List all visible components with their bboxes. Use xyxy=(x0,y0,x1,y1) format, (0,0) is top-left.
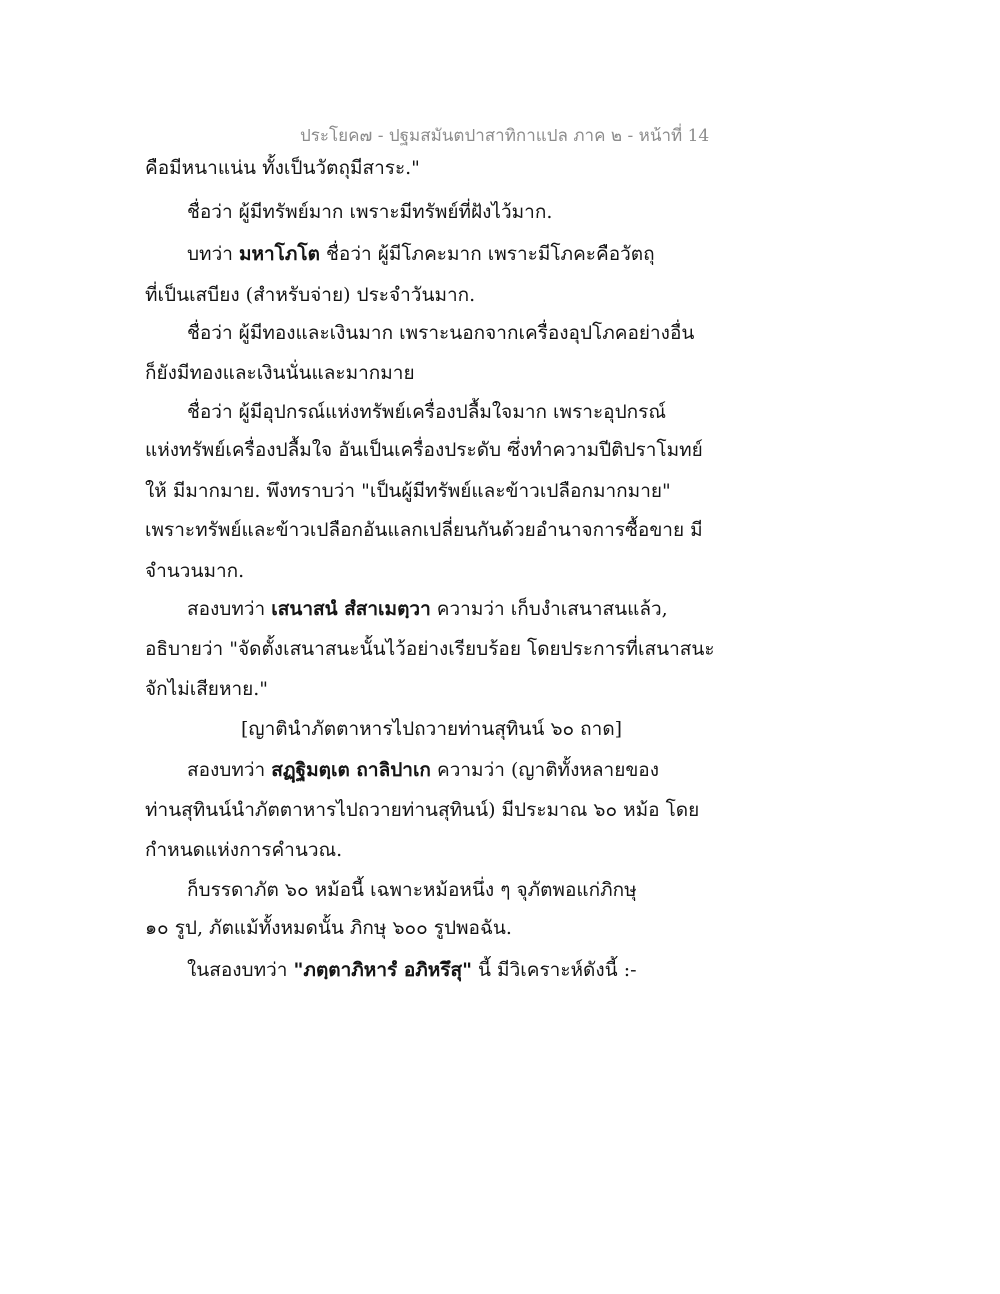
section-heading xyxy=(241,719,622,740)
line-text: จำนวนมาก. xyxy=(145,560,245,582)
line-text: สองบทว่า xyxy=(187,598,272,620)
line-text: ความว่า เก็บงำเสนาสนแล้ว, xyxy=(430,598,668,620)
line-text: ที่เป็นเสบียง (สำหรับจ่าย) ประจำวันมาก. xyxy=(145,284,476,306)
text-line-8 xyxy=(145,440,703,461)
text-line-19 xyxy=(187,880,637,901)
text-line-14 xyxy=(145,679,268,700)
text-line-11 xyxy=(145,561,244,582)
text-line-4 xyxy=(145,285,475,306)
text-line-10 xyxy=(145,520,703,541)
line-text: ชื่อว่า ผู้มีโภคะมาก เพราะมีโภคะคือวัตถุ xyxy=(319,243,655,265)
text-line-13 xyxy=(145,639,715,660)
line-text: ในสองบทว่า xyxy=(187,959,294,981)
pali-term: สฏฺฐิมตฺเต ถาลิปาเก xyxy=(271,759,431,781)
text-line-21 xyxy=(187,960,637,981)
line-text: ชื่อว่า ผู้มีทองและเงินมาก เพราะนอกจากเครื่องอุปโภคอย่างอื่น xyxy=(187,322,695,344)
text-line-12 xyxy=(187,599,668,620)
line-text: ท่านสุทินน์นำภัตตาหารไปถวายท่านสุทินน์) มีประมาณ ๖๐ หม้อ โดย xyxy=(145,799,700,821)
pali-term: มหาโภโต xyxy=(238,243,320,265)
text-line-6 xyxy=(145,363,415,384)
pali-term: "ภตฺตาภิหารํ อภิหรึสุ" xyxy=(293,959,472,981)
text-line-17 xyxy=(145,800,699,821)
line-text: ก็บรรดาภัต ๖๐ หม้อนี้ เฉพาะหม้อหนึ่ง ๆ จุภัตพอแก่ภิกษุ xyxy=(187,879,637,901)
line-text: อธิบายว่า "จัดตั้งเสนาสนะนั้นไว้อย่างเรียบร้อย โดยประการที่เสนาสนะ xyxy=(145,638,715,660)
line-text: จักไม่เสียหาย." xyxy=(145,678,269,700)
line-text: บทว่า xyxy=(187,243,239,265)
text-line-7 xyxy=(187,402,666,423)
text-line-2 xyxy=(187,202,552,223)
text-line-20 xyxy=(145,918,512,939)
line-text: กำหนดแห่งการคำนวณ. xyxy=(145,839,343,861)
line-text: [ญาตินำภัตตาหารไปถวายท่านสุทินน์ ๖๐ ถาด] xyxy=(241,718,623,740)
line-text: ชื่อว่า ผู้มีทรัพย์มาก เพราะมีทรัพย์ที่ฝังไว้มาก. xyxy=(187,201,553,223)
text-line-18 xyxy=(145,840,342,861)
pali-term: เสนาสนํ สํสาเมตฺวา xyxy=(271,598,431,620)
page-header: ประโยค๗ - ปฐมสมันตปาสาทิกาแปล ภาค ๒ - หน้าที่ 14 xyxy=(300,126,710,146)
line-text: ๑๐ รูป, ภัตแม้ทั้งหมดนั้น ภิกษุ ๖๐๐ รูปพอฉัน. xyxy=(145,917,512,939)
line-text: ชื่อว่า ผู้มีอุปกรณ์แห่งทรัพย์เครื่องปลื้มใจมาก เพราะอุปกรณ์ xyxy=(187,401,666,423)
line-text: ให้ มีมากมาย. พึงทราบว่า "เป็นผู้มีทรัพย์และข้าวเปลือกมากมาย" xyxy=(145,480,671,502)
line-text: สองบทว่า xyxy=(187,759,272,781)
line-text: ก็ยังมีทองและเงินนั่นและมากมาย xyxy=(145,362,415,384)
line-text: นี้ มีวิเคราะห์ดังนี้ :- xyxy=(471,959,637,981)
line-text: คือมีหนาแน่น ทั้งเป็นวัตถุมีสาระ." xyxy=(145,157,420,179)
line-text: แห่งทรัพย์เครื่องปลื้มใจ อันเป็นเครื่องประดับ ซึ่งทำความปีติปราโมทย์ xyxy=(145,439,703,461)
text-line-1 xyxy=(145,158,420,179)
text-line-3 xyxy=(187,244,655,265)
text-line-9 xyxy=(145,481,671,502)
line-text: เพราะทรัพย์และข้าวเปลือกอันแลกเปลี่ยนกันด้วยอำนาจการซื้อขาย มี xyxy=(145,519,703,541)
text-line-16 xyxy=(187,760,659,781)
line-text: ความว่า (ญาติทั้งหลายของ xyxy=(430,759,659,781)
text-line-5 xyxy=(187,323,694,344)
